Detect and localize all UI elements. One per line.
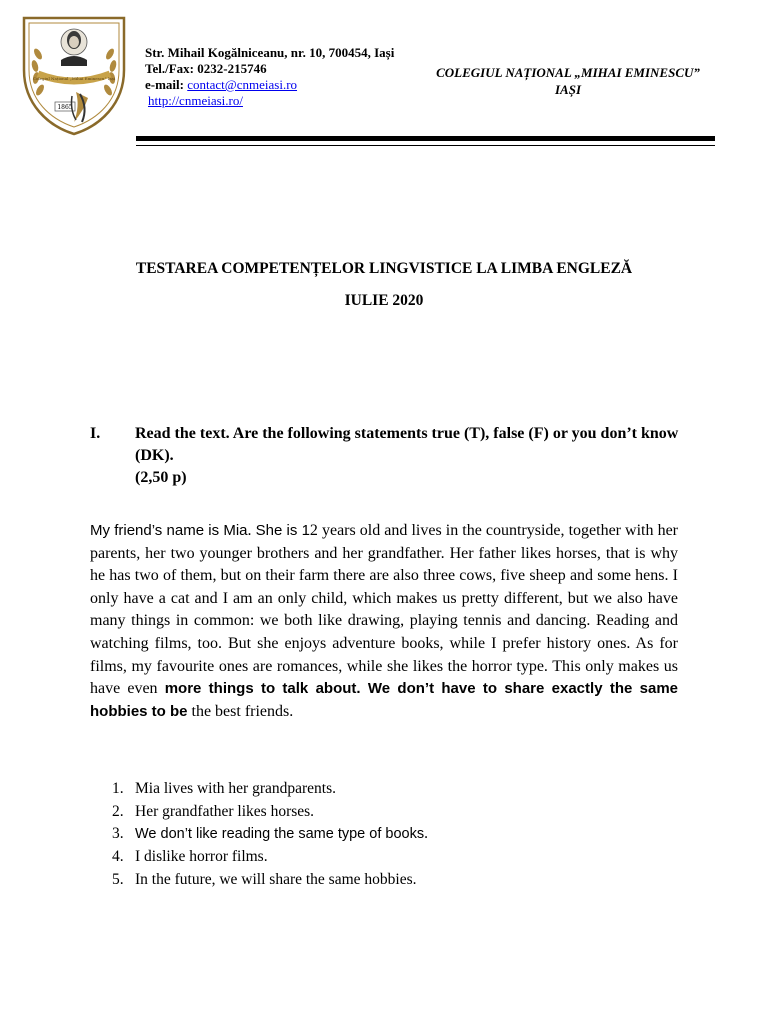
- statement-item: [112, 846, 428, 869]
- website-line: [148, 93, 394, 109]
- email-label: e-mail:: [145, 77, 188, 92]
- passage-segment-1: My friend’s name is Mia: [90, 522, 248, 539]
- svg-text:1865: 1865: [57, 104, 73, 111]
- statement-number: 3.: [112, 825, 124, 843]
- header-divider-thin: [136, 145, 715, 146]
- passage-segment-5: more things to talk about. We don’t have to share exactly the same hobbies to be: [90, 680, 679, 720]
- task-number: I.: [90, 425, 101, 442]
- svg-text:Colegiul Național „Mihai Emine: Colegiul Național „Mihai Eminescu” Iași: [32, 76, 116, 81]
- college-name-line1: COLEGIUL NAȚIONAL „MIHAI EMINESCU”: [436, 65, 700, 80]
- passage-segment-2: .: [247, 522, 256, 539]
- statement-item: [112, 778, 428, 801]
- statement-item: [112, 869, 428, 892]
- telfax-line: Tel./Fax: 0232-215746: [145, 61, 267, 76]
- statement-text: We don’t like reading the same type of books: [135, 826, 425, 843]
- contact-block: [145, 45, 394, 109]
- college-name-line2: IAȘI: [554, 82, 582, 97]
- email-link[interactable]: contact@cnmeiasi.ro: [187, 77, 298, 92]
- address-line: Str. Mihail Kogălniceanu, nr. 10, 700454, Iași: [145, 45, 395, 60]
- passage-segment-6: the best friends.: [187, 702, 294, 720]
- task-heading: [90, 423, 690, 489]
- college-name: [412, 64, 724, 98]
- statement-text: Her grandfather likes horses.: [135, 802, 315, 820]
- statement-number: 2.: [112, 802, 124, 820]
- statement-item: [112, 801, 428, 824]
- reading-passage: [90, 520, 678, 723]
- document-title: TESTAREA COMPETENȚELOR LINGVISTICE LA LIMBA ENGLEZĂ: [135, 260, 633, 277]
- statement-text-tail: .: [424, 825, 428, 843]
- statement-text: In the future, we will share the same hobbies.: [135, 870, 417, 888]
- statement-number: 1.: [112, 780, 124, 797]
- statement-number: 5.: [112, 870, 124, 888]
- statement-item: [112, 823, 428, 846]
- header-divider-thick: [136, 136, 715, 141]
- task-points: (2,50 p): [135, 469, 187, 486]
- passage-segment-3: She is 1: [255, 522, 310, 539]
- task-instruction: Read the text. Are the following statements true (T), false (F) or you don’t know (DK).: [135, 425, 679, 464]
- email-line: [145, 77, 394, 93]
- passage-segment-4: 2 years old and lives in the countryside, together with her parents, her two younger brothers and her grandfather. Her father likes horses, that is why he has two of them, but on their farm there are also three cows, five sheep and some hens. I only have a cat and I am an only child, which makes us pretty different, but we also have many things in common: we both like drawing, playing tennis and dancing. Reading and watching films, too. But she enjoys adventure books, while I prefer history ones. As for films, my favourite ones are romances, while she likes the horror type. This only makes us have even: [90, 522, 678, 698]
- statements-list: [112, 778, 428, 892]
- statement-number: 4.: [112, 848, 124, 866]
- school-logo: [18, 14, 130, 136]
- statement-text: Mia lives with her grandparents.: [135, 780, 337, 797]
- document-date: IULIE 2020: [344, 292, 424, 309]
- statement-text: I dislike horror films.: [135, 848, 268, 866]
- website-link[interactable]: http://cnmeiasi.ro/: [148, 93, 243, 108]
